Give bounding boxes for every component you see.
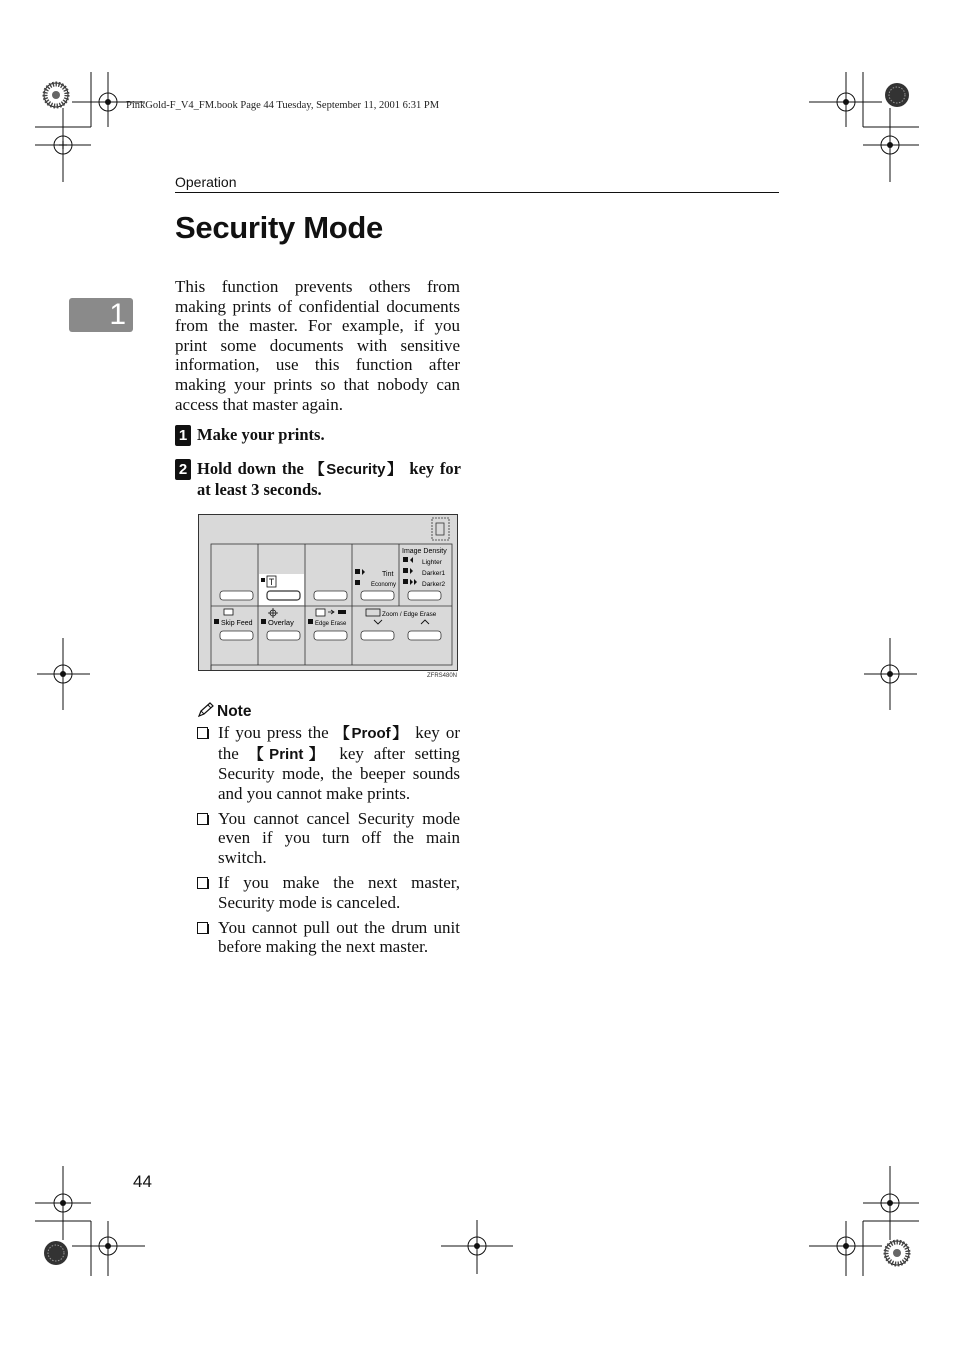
image-density-label: Image Density — [402, 548, 447, 555]
zoom-up-key — [408, 631, 441, 640]
section-rule — [175, 192, 779, 193]
edge-erase-label: Edge Erase — [315, 621, 347, 627]
intro-paragraph: This function prevents others from making prints of confidential documents from the master. For example, if you print some documents with sensitive information, use this function after making your prints so that nobody can access that master again. — [175, 277, 460, 414]
overlay-key — [267, 631, 300, 640]
edge-erase-key — [314, 631, 347, 640]
zoom-edge-erase-label: Zoom / Edge Erase — [382, 611, 437, 618]
step-text — [197, 459, 461, 500]
note-heading: Note — [197, 702, 251, 723]
darker2-label: Darker2 — [422, 581, 446, 588]
panel-key — [220, 591, 253, 600]
book-header: PinkGold-F_V4_FM.book Page 44 Tuesday, September 11, 2001 6:31 PM — [126, 100, 440, 111]
print-key-label: 【Print】 — [248, 745, 330, 763]
checkbox-bullet-icon — [197, 877, 208, 889]
note-item: You cannot cancel Security mode even if you turn off the main switch. — [197, 809, 460, 868]
note-item: If you press the 【Proof】 key or the 【Print】 key after setting Security mode, the beeper sounds and you cannot make prints. — [197, 723, 460, 803]
page-number: 44 — [133, 1172, 152, 1191]
figure-id: ZFRS480N — [427, 673, 458, 679]
note-item: You cannot pull out the drum unit before making the next master. — [197, 918, 460, 957]
chapter-tab: 1 — [69, 298, 133, 332]
panel-key — [314, 591, 347, 600]
step-text-after: key for at least 3 seconds. — [197, 459, 461, 499]
image-density-key — [408, 591, 441, 600]
darker1-label: Darker1 — [422, 570, 446, 577]
proof-key-label: 【Proof】 — [334, 725, 410, 742]
step-text-before: Hold down the — [197, 459, 310, 478]
zoom-down-key — [361, 631, 394, 640]
step-number: 1 — [175, 425, 191, 446]
step-text: Make your prints. — [197, 425, 325, 444]
tint-key — [361, 591, 394, 600]
step-1 — [175, 425, 461, 445]
overlay-label: Overlay — [268, 618, 294, 627]
note-item: If you make the next master, Security mode is canceled. — [197, 873, 460, 912]
edge-erase-icon — [316, 609, 325, 616]
security-key-label: 【Security】 — [309, 461, 404, 478]
page-title: Security Mode — [175, 210, 383, 245]
security-key — [267, 591, 300, 600]
pencil-icon — [197, 702, 214, 723]
note-list — [197, 723, 460, 963]
checkbox-bullet-icon — [197, 922, 208, 934]
skip-feed-label: Skip Feed — [221, 620, 253, 627]
operation-panel-illustration — [198, 514, 460, 674]
lighter-label: Lighter — [422, 559, 442, 566]
step-2 — [175, 459, 461, 500]
skip-feed-icon — [224, 609, 233, 615]
economy-label: Economy — [371, 582, 397, 588]
step-number: 2 — [175, 459, 191, 480]
checkbox-bullet-icon — [197, 813, 208, 825]
checkbox-bullet-icon — [197, 727, 208, 739]
skip-feed-key — [220, 631, 253, 640]
section-label: Operation — [175, 174, 237, 190]
tint-label: Tint — [382, 571, 394, 578]
